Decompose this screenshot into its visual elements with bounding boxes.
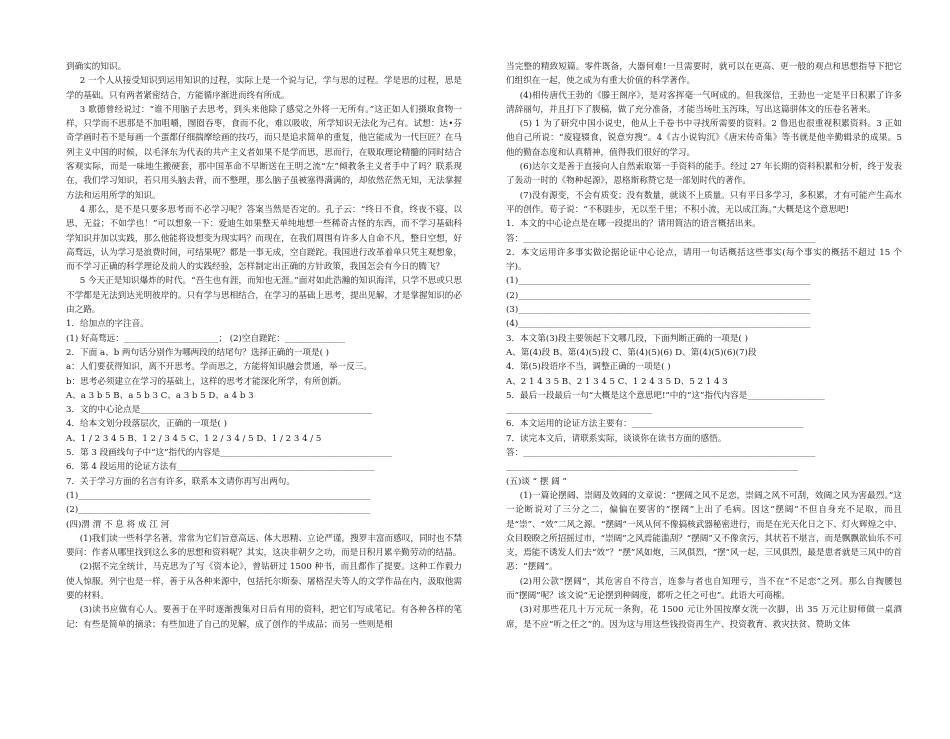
left-text-block: 3．文的中心论点是______________________________________________________	[66, 405, 373, 416]
right-text-block: 5．最后一段最后一句“大概是这个意思吧!”中的“这”指代内容是__________________	[506, 390, 825, 401]
left-text-block: A、a 3 b 5 B、a 5 b 3 C、a 3 b 5 D、a 4 b 3	[66, 390, 254, 401]
right-text-block: (3)____________________________________________________________________	[506, 305, 811, 316]
left-text-block: (2)据不完全统计，马克思为了写《资本论》，曾钻研过 1500 种书，而且都作了提要。这种工作毅力使人惊服。列宁也是一样，善于从各种来源中，包括托尔斯泰、屠格涅夫等人的文学作品在内，汲取他需要的材料。	[66, 562, 462, 601]
right-text-block: 答：____________________________________________________________________	[506, 448, 816, 459]
left-text-block: 2 一个人从接受知识到运用知识的过程，实际上是一个说与记，学与思的过程。学是思的过程，思是学的基础。只有两者紧密结合，方能循序渐进而终有所成。	[66, 76, 462, 101]
right-text-block: (7)没有源变，不会有质变；没有数量，就谈不上质量。只有平日多学习，多积累，才有可能产生高水平的创作。荀子说：“不积跬步，无以至千里；不积小流，无以成江海。”大概是这个意思吧!	[506, 190, 902, 215]
right-text-block: ____________________________________________________________________	[506, 462, 799, 473]
right-text-block: 4．第(5)段语序不当，调整正确的一项是( )	[506, 362, 671, 373]
left-column	[66, 60, 462, 632]
left-text-block: (2)____________________________________________________________________	[66, 505, 371, 516]
right-text-block: (3)对那些花几十万元玩一条狗，花 1500 元让外国按摩女洗一次脚，出 35 万元让厨师做一桌酒席，是不应“听之任之”的。因为这与用这些钱投资再生产、投资教育、救灾扶贫、赞助文体	[506, 605, 902, 630]
right-text-block: (五)谈 “ 摆 阔 ”	[506, 476, 567, 487]
right-text-block: 当完整的精致短篇。零件既备，大器何难!一旦需要时，就可以在更高、更一般的观点和思想指导下把它们组织在一起，使之成为有重大价值的科学著作。	[506, 62, 902, 87]
left-text-block: (1)____________________________________________________________________	[66, 490, 371, 501]
right-text-block: 1．本文的中心论点是在哪一段提出的？请用简洁的语言概括出来。	[506, 219, 761, 230]
left-text-block: 6．第 4 段运用的论证方法有______________________________________________	[66, 462, 375, 473]
right-text-block: (4)相传唐代王勃的《滕王阁序》，是对客挥毫一气呵成的。但我深信，王勃也一定是平日积累了许多清辞丽句，并且打下了腹稿，做了充分准备，才能当场吐玉泻珠，写出这篇骈体文的压卷名著来。	[506, 90, 902, 115]
right-text-block: (2)用公款“摆阔”，其危害自不待言，连参与者也自知理亏，当不在“不足恋”之列。那么自掏腰包而“摆阔”呢？该文说“无论摆到种阔度，都听之任之可也”。此语大可商榷。	[506, 576, 902, 601]
right-text-block: A、第(4)段 B、第(4)(5)段 C、第(4)(5)(6) D、第(4)(5)(6)(7)段	[506, 347, 757, 358]
left-text-block: 5．第 3 段画线句子中“这”指代的内容是________________________________________	[66, 448, 392, 459]
right-text-block: (6)达尔文是善于直接向人自然索取第一手资料的能手。经过 27 年长期的资料积累和分析，终于发表了轰动一时的《物种起源》，恩格斯称赞它是一部划时代的著作。	[506, 162, 902, 187]
left-text-block: 4．给本文划分段落层次，正确的一项是( )	[66, 419, 227, 430]
left-text-block: 3 歌德曾经说过：“谁不用脑子去思考，到头来他除了感觉之外将一无所有。”这正如人们摄取食物一样，只学而不思那是不加咀嚼，囫囵吞枣，食而不化，难以吸收，所学知识无法化为己有。试想：达•芬奇学画时若不是每画一个蛋都仔细揣摩绘画的技巧，而只是追求简单的重复，他岂能成为一代巨匠？在马列主义中国的时候，以毛泽东为代表的共产主义者如果不是学而思，思而行，在吸取理论精髓的同时结合客观实际，而是一味地生搬硬套，那中国革命不早断送在王明之流“左”倾教条主义者手中了吗？联系现在，我们学习知识，若只用头脑去背，而不整理，那么脑子虽被塞得满满的，却依然茫然无知，无法掌握方法和运用所学的知识。	[66, 104, 462, 201]
left-text-block: b：思考必须建立在学习的基础上，这样的思考才能深化所学，有所创新。	[66, 376, 347, 387]
right-text-block: (5) 1 为了研究中国小说史，他从上千卷书中寻找所需要的资料。2 鲁迅也很重视积累资料。3 正如他自己所说：“废寝辍食，锐意穷搜”。4《古小说钩沉》《唐宋传奇集》等书就是他辛勤辑录的成果。5 他的勤奋态度和认真精神，值得我们很好的学习。	[506, 119, 902, 158]
left-text-block: 到确实的知识。	[66, 62, 127, 72]
left-text-block: 5 今天正是知识爆炸的时代。“吾生也有涯，而知也无涯。”面对如此浩瀚的知识海洋，只学不思或只思不学都是无法到达光明彼岸的。只有学与思相结合，在学习的基础上思考，提出见解，才是掌握知识的必由之路。	[66, 276, 462, 316]
left-text-block: (1)我们读一些科学名著，常常为它们旨意高远、体大思精、立论严谨，搜罗丰富而感叹，同时也不禁要问：作者从哪里找到这么多的思想和资料呢？其实，这决非朝夕之功，而是日积月累辛勤劳动的结晶。	[66, 533, 462, 559]
left-text-block: A、1 / 2 3 4 5 B、1 2 / 3 4 5 C、1 2 / 3 4 / 5 D、1 / 2 3 4 / 5	[66, 433, 322, 444]
right-text-block: (1)一篇论摆阔、崇阔及效阔的文章说：“摆阔之风不足恋，崇阔之风不可刮，效阔之风为害最烈。”这一论断说对了三分之二，偏偏在要害的“摆阔”上出了毛病。因这“摆阔”不但自身充不足取，而且是“崇”、“效”二风之源。“摆阔”一风从何不像搞核武器秘密进行，而是在光天化日之下、灯火辉煌之中、众目睽睽之所招摇过市，“崇阔”之风焉能滥刮？“摆阔”又不像贪污，其状若不堪言，而是飘飘欲仙乐不可支，焉能不诱发人们去“效”？“摆”风如炮，三风俱烈，“摆”风一起，三风俱烈，最是患者就是三风中的首恶：“摆阔”。	[506, 490, 902, 573]
right-text-block: 3．本文第(3)段主要领起下文哪几段，下面判断正确的一项是( )	[506, 333, 748, 344]
right-text-block: (2)____________________________________________________________________	[506, 290, 811, 301]
left-text-block: 4 那么，是不是只要多思考而不必学习呢？答案当然是否定的。孔子云：“终日不食，终夜不寝，以思，无益；不如学也！”可以想象一下：爱迪生如果整天单纯地想一些稀奇古怪的东西，而不学习基础科学知识并加以实践，那么他能将设想变为现实吗？而现在，在我们周围有许多人自命不凡，整日空想，好高骛远，认为学习是浪费时间，可结果呢？都是一事无成，空自蹉跎。我国进行改革着单只凭主观想象，而不学习正确的科学理论及前人的实践经验，怎样制定出正确的方针政策，我国怎会有今日的腾飞？	[66, 204, 462, 273]
right-text-block: __________________________________	[506, 405, 653, 416]
right-text-block: (1)____________________________________________________________________	[506, 276, 811, 287]
right-text-block: 6．本文运用的论证方法主要有：________________________________________	[506, 419, 804, 430]
right-text-block: (4)____________________________________________________________________	[506, 319, 811, 330]
right-text-block: A、2 1 4 3 5 B、2 1 3 4 5 C、1 2 4 3 5 D、5 2 1 4 3	[506, 376, 728, 387]
left-text-block: 2．下面 a、b 两句话分别作为哪两段的结尾句？选择正确的一项是( )	[66, 347, 330, 358]
right-text-block: 答：____________________________________________________________________	[506, 233, 816, 244]
left-text-block: (3)读书应做有心人。要善于在平时逐渐搜集对日后有用的资料，把它们写成笔记。有各种各样的笔记：有些是简单的摘录；有些加进了自己的见解，成了创作的半成品；而另一些则是相	[66, 605, 462, 630]
left-text-block: 1．给加点的字注音。	[66, 319, 149, 330]
left-text-block: 7．关于学习方面的名言有许多，联系本文请你再写出两句。	[66, 476, 295, 487]
left-text-block: (1) 好高骛远：______________________； (2)空自蹉跎：______________	[66, 333, 346, 344]
left-text-block: a：人们要获得知识，离不开思考。学而思之，方能将知识融会贯通，举一反三。	[66, 362, 372, 373]
right-column	[506, 60, 902, 632]
right-text-block: 7．读完本文后，请联系实际，谈谈你在读书方面的感悟。	[506, 433, 727, 444]
left-text-block: (四)渭 渭 不 息 将 成 江 河	[66, 519, 170, 530]
right-text-block: 2．本文运用许多事实做论据论证中心论点，请用一句话概括这些事实(每个事实的概括不超过 15 个字)。	[506, 247, 902, 273]
